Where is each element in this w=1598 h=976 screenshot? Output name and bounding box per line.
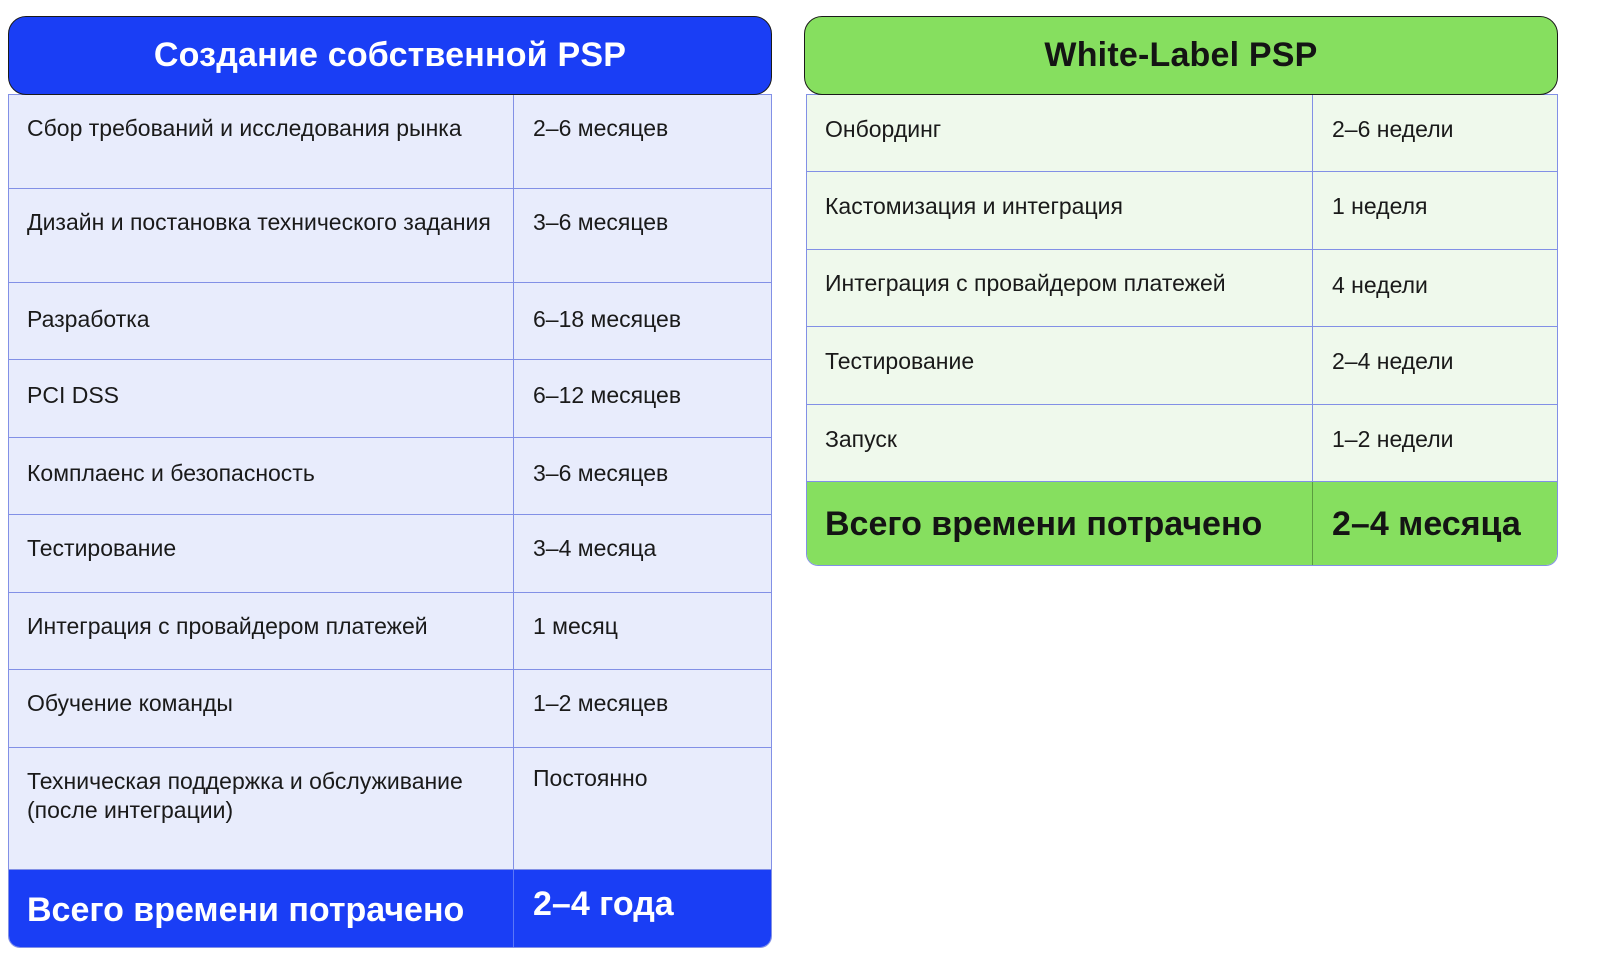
white-label-title: White-Label PSP (804, 16, 1558, 95)
task-cell: Тестирование (9, 515, 514, 592)
table-row (9, 670, 771, 748)
duration-cell: 6–18 месяцев (533, 306, 682, 332)
table-row (807, 95, 1557, 172)
own-psp-panel (8, 16, 772, 948)
duration-cell: 2–6 месяцев (533, 115, 669, 141)
duration-cell: 3–4 месяца (533, 535, 657, 561)
table-row (9, 515, 771, 593)
table-row (9, 748, 771, 870)
task-cell: Обучение команды (9, 670, 514, 747)
total-row (807, 482, 1557, 565)
table-row (807, 405, 1557, 482)
task-cell: PCI DSS (9, 360, 514, 437)
duration-cell: 4 недели (1332, 272, 1428, 298)
own-psp-table (8, 94, 772, 948)
table-row (807, 250, 1557, 327)
total-label: Всего времени потрачено (807, 482, 1313, 565)
task-cell: Кастомизация и интеграция (807, 172, 1313, 249)
duration-cell: 6–12 месяцев (533, 382, 682, 408)
task-cell: Дизайн и постановка технического задания (9, 189, 514, 282)
duration-cell: 1–2 недели (1332, 426, 1454, 452)
task-cell: Онбординг (807, 95, 1313, 171)
task-cell: Сбор требований и исследования рынка (9, 95, 514, 188)
white-label-table (806, 94, 1558, 566)
task-cell: Техническая поддержка и обслуживание (после интеграции) (9, 748, 514, 869)
task-cell: Разработка (9, 283, 514, 359)
white-label-panel (804, 16, 1558, 566)
duration-cell: 1 месяц (533, 613, 618, 639)
duration-cell: 1 неделя (1332, 193, 1428, 219)
table-row (807, 327, 1557, 405)
task-cell: Интеграция с провайдером платежей (807, 250, 1313, 326)
duration-cell: 2–6 недели (1332, 116, 1454, 142)
own-psp-title: Создание собственной PSP (8, 16, 772, 95)
duration-cell: 3–6 месяцев (533, 460, 669, 486)
task-cell: Запуск (807, 405, 1313, 481)
task-cell: Интеграция с провайдером платежей (9, 593, 514, 669)
task-cell: Тестирование (807, 327, 1313, 404)
table-row (9, 283, 771, 360)
table-row (9, 593, 771, 670)
total-row (9, 870, 771, 947)
total-value: 2–4 года (533, 885, 674, 923)
duration-cell: 2–4 недели (1332, 348, 1454, 374)
total-label: Всего времени потрачено (9, 870, 514, 947)
table-row (9, 360, 771, 438)
table-row (9, 95, 771, 189)
table-row (9, 438, 771, 515)
table-row (9, 189, 771, 283)
duration-cell: 3–6 месяцев (533, 209, 669, 235)
table-row (807, 172, 1557, 250)
task-cell: Комплаенс и безопасность (9, 438, 514, 514)
total-value: 2–4 месяца (1332, 505, 1521, 543)
duration-cell: 1–2 месяцев (533, 690, 669, 716)
duration-cell: Постоянно (533, 765, 648, 791)
